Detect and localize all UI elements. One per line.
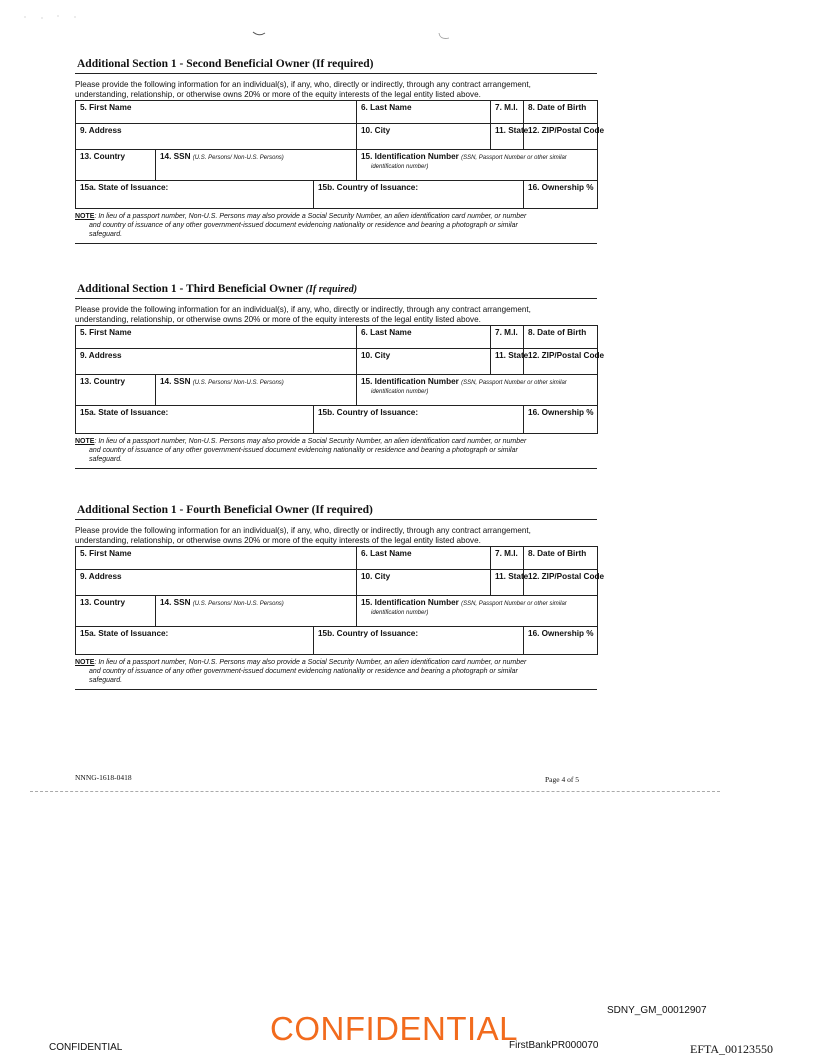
owner-form-table: [75, 546, 604, 655]
ownership-field[interactable]: 16. Ownership %: [524, 181, 598, 209]
section-title: Additional Section 1 - Fourth Beneficial Owner (If required): [75, 504, 597, 520]
state-field[interactable]: 11. State: [491, 349, 524, 375]
id-number-field[interactable]: 15. Identification Number (SSN, Passport Number or other similar identification number): [357, 150, 598, 181]
country-field[interactable]: 13. Country: [76, 596, 156, 627]
id-number-field[interactable]: 15. Identification Number (SSN, Passport Number or other similar identification number): [357, 375, 598, 406]
section-intro: Please provide the following information for an individual(s), if any, who, directly or indirectly, through any contract arrangement, understanding, relationship, or otherwise owns 20% or more of the equity interests of the legal entity listed above.: [75, 305, 531, 324]
address-field[interactable]: 9. Address: [76, 570, 357, 596]
address-field[interactable]: 9. Address: [76, 349, 357, 375]
bates-number-sdny: SDNY_GM_00012907: [607, 1005, 707, 1016]
dob-field[interactable]: 8. Date of Birth: [524, 326, 598, 349]
country-field[interactable]: 13. Country: [76, 375, 156, 406]
country-issuance-field[interactable]: 15b. Country of Issuance:: [314, 181, 524, 209]
state-issuance-field[interactable]: 15a. State of Issuance:: [76, 181, 314, 209]
note: NOTE: In lieu of a passport number, Non-U.S. Persons may also provide a Social Security Number, an alien identification card number, or number and country of issuance of any other government-issued document evidencing nationality or residence and bearing a photograph or similar safeguard.: [75, 437, 597, 469]
section-title: Additional Section 1 - Third Beneficial Owner (If required): [75, 283, 597, 299]
state-issuance-field[interactable]: 15a. State of Issuance:: [76, 406, 314, 434]
state-field[interactable]: 11. State: [491, 124, 524, 150]
mi-field[interactable]: 7. M.I.: [491, 326, 524, 349]
efta-number: EFTA_00123550: [690, 1042, 774, 1056]
last-name-field[interactable]: 6. Last Name: [357, 547, 491, 570]
zip-field[interactable]: 12. ZIP/Postal Code: [524, 570, 598, 596]
city-field[interactable]: 10. City: [357, 124, 491, 150]
scan-mark: [438, 32, 450, 42]
last-name-field[interactable]: 6. Last Name: [357, 326, 491, 349]
first-name-field[interactable]: 5. First Name: [76, 326, 357, 349]
dob-field[interactable]: 8. Date of Birth: [524, 547, 598, 570]
address-field[interactable]: 9. Address: [76, 124, 357, 150]
form-id: NNNG-1618-0418: [75, 773, 132, 782]
last-name-field[interactable]: 6. Last Name: [357, 101, 491, 124]
city-field[interactable]: 10. City: [357, 349, 491, 375]
mi-field[interactable]: 7. M.I.: [491, 101, 524, 124]
ssn-field[interactable]: 14. SSN (U.S. Persons/ Non-U.S. Persons): [156, 375, 357, 406]
ownership-field[interactable]: 16. Ownership %: [524, 627, 598, 655]
section-title: Additional Section 1 - Second Beneficial Owner (If required): [75, 58, 597, 74]
first-name-field[interactable]: 5. First Name: [76, 101, 357, 124]
dob-field[interactable]: 8. Date of Birth: [524, 101, 598, 124]
first-name-field[interactable]: 5. First Name: [76, 547, 357, 570]
id-number-field[interactable]: 15. Identification Number (SSN, Passport Number or other similar identification number): [357, 596, 598, 627]
country-field[interactable]: 13. Country: [76, 150, 156, 181]
ownership-field[interactable]: 16. Ownership %: [524, 406, 598, 434]
owner-form-table: [75, 100, 604, 209]
owner-form-table: [75, 325, 604, 434]
page-number: Page 4 of 5: [545, 775, 579, 784]
scan-mark: [252, 30, 266, 38]
confidential-label: CONFIDENTIAL: [49, 1042, 123, 1053]
bates-number-firstbank: FirstBankPR000070: [509, 1040, 599, 1051]
state-issuance-field[interactable]: 15a. State of Issuance:: [76, 627, 314, 655]
section-third-beneficial-owner: [75, 283, 604, 469]
zip-field[interactable]: 12. ZIP/Postal Code: [524, 349, 598, 375]
section-second-beneficial-owner: [75, 58, 604, 244]
ssn-field[interactable]: 14. SSN (U.S. Persons/ Non-U.S. Persons): [156, 596, 357, 627]
country-issuance-field[interactable]: 15b. Country of Issuance:: [314, 406, 524, 434]
note: NOTE: In lieu of a passport number, Non-U.S. Persons may also provide a Social Security Number, an alien identification card number, or number and country of issuance of any other government-issued document evidencing nationality or residence and bearing a photograph or similar safeguard.: [75, 658, 597, 690]
note: NOTE: In lieu of a passport number, Non-U.S. Persons may also provide a Social Security Number, an alien identification card number, or number and country of issuance of any other government-issued document evidencing nationality or residence and bearing a photograph or similar safeguard.: [75, 212, 597, 244]
zip-field[interactable]: 12. ZIP/Postal Code: [524, 124, 598, 150]
state-field[interactable]: 11. State: [491, 570, 524, 596]
footer-divider: [30, 791, 720, 792]
mi-field[interactable]: 7. M.I.: [491, 547, 524, 570]
city-field[interactable]: 10. City: [357, 570, 491, 596]
ssn-field[interactable]: 14. SSN (U.S. Persons/ Non-U.S. Persons): [156, 150, 357, 181]
section-fourth-beneficial-owner: [75, 504, 604, 690]
section-intro: Please provide the following information for an individual(s), if any, who, directly or indirectly, through any contract arrangement, understanding, relationship, or otherwise owns 20% or more of the equity interests of the legal entity listed above.: [75, 526, 531, 545]
section-intro: Please provide the following information for an individual(s), if any, who, directly or indirectly, through any contract arrangement, understanding, relationship, or otherwise owns 20% or more of the equity interests of the legal entity listed above.: [75, 80, 531, 99]
scan-speckle: [20, 12, 90, 22]
confidential-stamp: CONFIDENTIAL: [270, 1010, 519, 1047]
country-issuance-field[interactable]: 15b. Country of Issuance:: [314, 627, 524, 655]
